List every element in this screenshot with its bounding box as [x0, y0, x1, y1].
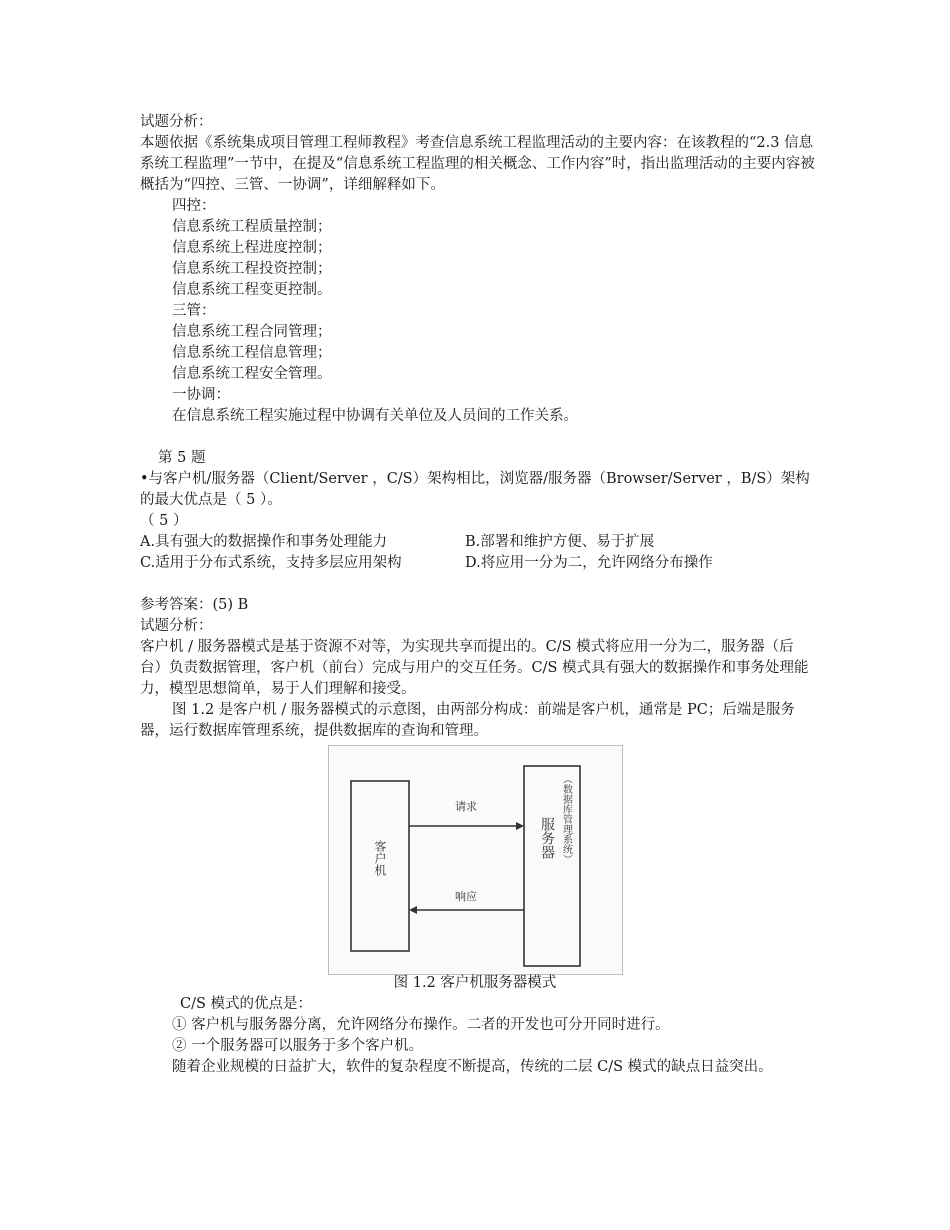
figure-caption: 图 1.2 客户机服务器模式	[393, 975, 557, 991]
option-d: D.将应用一分为二，允许网络分布操作	[465, 555, 713, 571]
reference-answer: 参考答案：(5) B	[140, 597, 249, 613]
advantage-item: ① 客户机与服务器分离，允许网络分布操作。二者的开发也可分开同时进行。	[172, 1017, 670, 1033]
server-sub-label: （数据库管理系统）	[560, 774, 572, 864]
server-box	[524, 766, 580, 966]
three-manage-item: 信息系统工程安全管理。	[172, 366, 332, 382]
option-b: B.部署和维护方便、易于扩展	[465, 534, 655, 550]
response-label: 响应	[455, 890, 477, 903]
question-number: 第 5 题	[158, 450, 206, 466]
three-manage-item: 信息系统工程合同管理；	[172, 324, 332, 340]
document-body	[140, 112, 815, 742]
advantage-item: ② 一个服务器可以服务于多个客户机。	[172, 1038, 424, 1054]
cs-diagram	[328, 745, 623, 975]
response-arrow-head	[409, 906, 417, 914]
advantages-closing: 随着企业规模的日益扩大，软件的复杂程度不断提高，传统的二层 C/S 模式的缺点日益突出。	[172, 1059, 773, 1075]
question-blank: （ 5 ）	[140, 513, 188, 529]
analysis2-heading: 试题分析：	[140, 618, 213, 634]
advantages-title: C/S 模式的优点是：	[180, 996, 313, 1012]
cs-diagram-svg	[329, 746, 622, 974]
analysis2-paragraph-2: 图 1.2 是客户机 / 服务器模式的示意图，由两部分构成：前端是客户机，通常是 PC；后端是服务器，运行数据库管理系统，提供数据库的查询和管理。	[140, 702, 795, 739]
one-coord-text: 在信息系统工程实施过程中协调有关单位及人员间的工作关系。	[172, 408, 578, 424]
analysis2-paragraph-1: 客户机 / 服务器模式是基于资源不对等，为实现共享而提出的。C/S 模式将应用一分为二，服务器（后台）负责数据管理，客户机（前台）完成与用户的交互任务。C/S 模式具有强大的数据操作和事务处理能力，模型思想简单，易于人们理解和接受。	[140, 639, 809, 697]
four-controls-item: 信息系统工程投资控制；	[172, 261, 332, 277]
three-manage-item: 信息系统工程信息管理；	[172, 345, 332, 361]
analysis-heading: 试题分析：	[140, 114, 213, 130]
four-controls-item: 信息系统工程质量控制；	[172, 219, 332, 235]
question-options	[140, 532, 815, 574]
question-stem: •与客户机/服务器（Client/Server ，C/S）架构相比，浏览器/服务器（Browser/Server ，B/S）架构的最大优点是（ 5 ）。	[140, 471, 810, 508]
three-manage-title: 三管：	[172, 303, 216, 319]
option-c: C.适用于分布式系统，支持多层应用架构	[140, 555, 402, 571]
spacer	[140, 427, 815, 448]
four-controls-item: 信息系统工程变更控制。	[172, 282, 332, 298]
analysis-intro: 本题依据《系统集成项目管理工程师教程》考查信息系统工程监理活动的主要内容：在该教程的“2.3 信息系统工程监理”一节中，在提及“信息系统工程监理的相关概念、工作内容”时，指出监理活动的主要内容被概括为“四控、三管、一协调”，详细解释如下。	[140, 135, 815, 193]
request-label: 请求	[455, 800, 477, 813]
spacer	[140, 574, 815, 595]
one-coord-title: 一协调：	[172, 387, 230, 403]
four-controls-title: 四控：	[172, 198, 216, 214]
advantages-section	[140, 994, 815, 1078]
request-arrow-head	[516, 822, 524, 830]
option-a: A.具有强大的数据操作和事务处理能力	[140, 534, 388, 550]
four-controls-item: 信息系统上程进度控制；	[172, 240, 332, 256]
server-label: 服务器	[539, 817, 555, 859]
client-label: 客户机	[373, 840, 387, 876]
